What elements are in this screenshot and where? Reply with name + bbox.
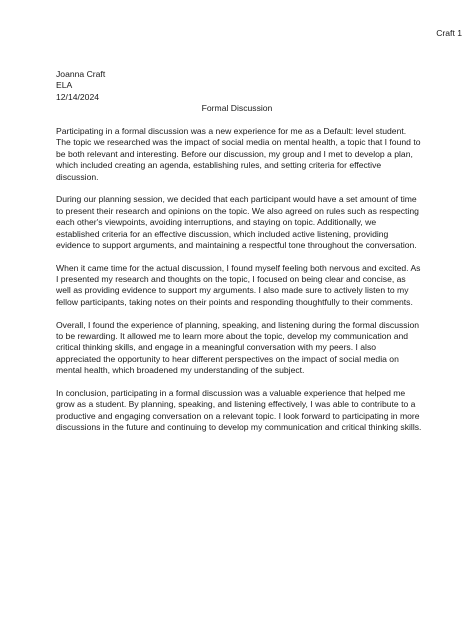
- text-line: The topic we researched was the impact of social media on mental health, a topic that I found to: [56, 137, 421, 148]
- paragraph: [56, 263, 428, 309]
- heading-block: [56, 69, 105, 103]
- text-line: established criteria for an effective discussion, which included active listening, providing: [56, 228, 389, 239]
- paragraph: [56, 320, 428, 377]
- text-line: fellow participants, taking notes on their points and responding thoughtfully to their comments.: [56, 296, 413, 307]
- paragraph: [56, 194, 428, 251]
- text-line: Overall, I found the experience of planning, speaking, and listening during the formal discussion: [56, 319, 420, 330]
- class-name: ELA: [56, 80, 73, 91]
- text-line: each other's viewpoints, avoiding interruptions, and staying on topic. Additionally, we: [56, 217, 377, 228]
- document-title: Formal Discussion: [201, 103, 273, 113]
- text-line: In conclusion, participating in a formal discussion was a valuable experience that helped me: [56, 387, 406, 398]
- text-line: evidence to support arguments, and maintaining a respectful tone throughout the conversation.: [56, 239, 417, 250]
- text-line: discussions in the future and continuing to develop my communication and critical thinking skills.: [56, 422, 422, 433]
- document-body: [56, 126, 428, 445]
- text-line: be both relevant and interesting. Before our discussion, my group and I met to develop a plan,: [56, 148, 413, 159]
- text-line: which included creating an agenda, establishing rules, and setting criteria for effective: [56, 160, 382, 171]
- paragraph: [56, 388, 428, 434]
- page-header: Craft 1: [436, 28, 462, 38]
- text-line: Participating in a formal discussion was a new experience for me as a Default: level student.: [56, 126, 407, 136]
- date: 12/14/2024: [56, 91, 100, 102]
- text-line: During our planning session, we decided that each participant would have a set amount of time: [56, 194, 417, 205]
- text-line: productive and engaging conversation on a relevant topic. I look forward to participating in more: [56, 410, 420, 421]
- text-line: grow as a student. By planning, speaking, and listening effectively, I was able to contribute to a: [56, 399, 416, 410]
- text-line: mental health, which broadened my understanding of the subject.: [56, 365, 305, 376]
- text-line: to be rewarding. It allowed me to learn more about the topic, develop my communication and: [56, 331, 409, 342]
- text-line: appreciated the opportunity to hear different perspectives on the impact of social media on: [56, 353, 399, 364]
- text-line: critical thinking skills, and engage in a meaningful conversation with my peers. I also: [56, 342, 377, 353]
- paragraph: [56, 126, 428, 183]
- text-line: to present their research and opinions on the topic. We also agreed on rules such as respecting: [56, 205, 419, 216]
- text-line: I presented my research and thoughts on the topic, I focused on being clear and concise, as: [56, 274, 406, 285]
- text-line: When it came time for the actual discussion, I found myself feeling both nervous and excited. As: [56, 262, 421, 273]
- author-name: Joanna Craft: [56, 69, 106, 79]
- text-line: discussion.: [56, 171, 99, 182]
- text-line: well as providing evidence to support my arguments. I also made sure to actively listen to my: [56, 285, 409, 296]
